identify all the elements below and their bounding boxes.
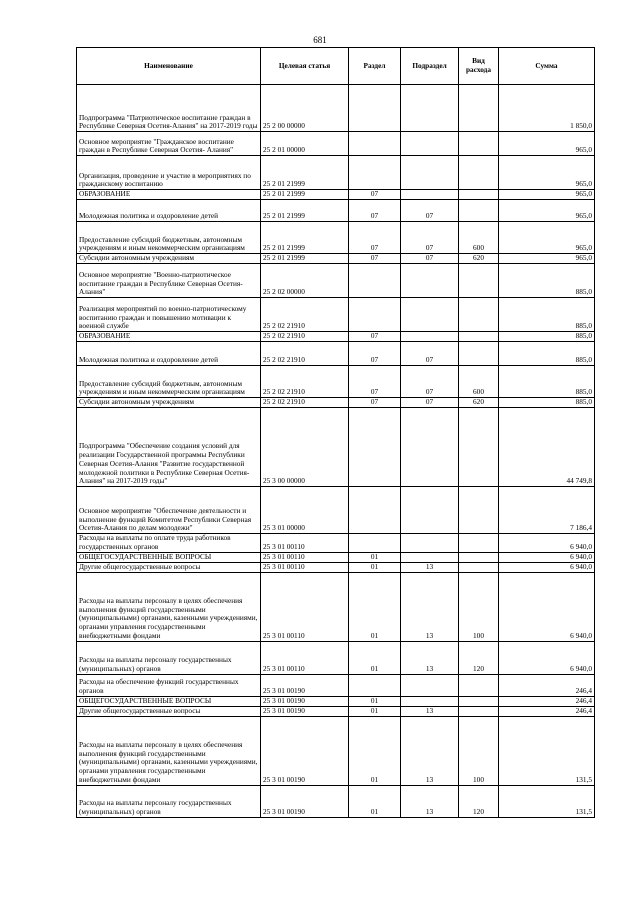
cell-subsection: 07 <box>401 342 459 366</box>
cell-target: 25 2 01 21999 <box>261 222 349 254</box>
cell-name: Предоставление субсидий бюджетным, автономным учреждениям и иным некоммерческим организациям <box>77 366 261 398</box>
cell-section <box>349 487 401 534</box>
cell-section: 07 <box>349 366 401 398</box>
cell-target: 25 3 00 00000 <box>261 408 349 487</box>
table-row <box>77 674 595 696</box>
budget-table <box>76 47 595 818</box>
cell-amount: 965,0 <box>499 200 595 222</box>
cell-subsection: 13 <box>401 562 459 572</box>
cell-section: 01 <box>349 641 401 674</box>
cell-expense-type <box>459 706 499 716</box>
table-row <box>77 85 595 132</box>
cell-amount: 885,0 <box>499 398 595 408</box>
cell-expense-type: 620 <box>459 254 499 264</box>
cell-expense-type: 120 <box>459 785 499 817</box>
cell-name: ОБРАЗОВАНИЕ <box>77 332 261 342</box>
cell-section: 07 <box>349 222 401 254</box>
cell-name: Молодежная политика и оздоровление детей <box>77 342 261 366</box>
cell-expense-type <box>459 85 499 132</box>
cell-target: 25 3 01 00190 <box>261 785 349 817</box>
cell-name: Подпрограмма "Обеспечение создания условий для реализации Государственной программы Республики Северная Осетия-Алания "Развитие государственной молодежной политики в Республике Северная Осетия-Алания" на 2017-2019 годы" <box>77 408 261 487</box>
cell-amount: 885,0 <box>499 298 595 332</box>
cell-name: Организация, проведение и участие в мероприятиях по гражданскому воспитанию <box>77 156 261 190</box>
cell-subsection <box>401 132 459 156</box>
cell-subsection <box>401 298 459 332</box>
cell-subsection: 07 <box>401 222 459 254</box>
table-row <box>77 190 595 200</box>
cell-amount: 885,0 <box>499 366 595 398</box>
cell-subsection: 07 <box>401 398 459 408</box>
table-row <box>77 534 595 553</box>
table-row <box>77 716 595 785</box>
cell-name: Расходы на выплаты по оплате труда работников государственных органов <box>77 534 261 553</box>
table-row <box>77 132 595 156</box>
table-row <box>77 572 595 641</box>
cell-subsection <box>401 696 459 706</box>
cell-section: 01 <box>349 552 401 562</box>
cell-amount: 246,4 <box>499 696 595 706</box>
cell-target: 25 3 01 00190 <box>261 696 349 706</box>
cell-subsection <box>401 487 459 534</box>
cell-expense-type <box>459 487 499 534</box>
cell-section: 01 <box>349 785 401 817</box>
cell-target: 25 2 02 00000 <box>261 264 349 298</box>
cell-amount: 1 850,0 <box>499 85 595 132</box>
cell-amount: 885,0 <box>499 342 595 366</box>
cell-section: 07 <box>349 254 401 264</box>
cell-section: 07 <box>349 398 401 408</box>
table-row <box>77 785 595 817</box>
cell-expense-type: 100 <box>459 716 499 785</box>
cell-target: 25 3 01 00000 <box>261 487 349 534</box>
cell-name: Расходы на выплаты персоналу государственных (муниципальных) органов <box>77 641 261 674</box>
table-header-row <box>77 48 595 85</box>
cell-subsection <box>401 190 459 200</box>
table-row <box>77 641 595 674</box>
cell-amount: 965,0 <box>499 132 595 156</box>
cell-section: 07 <box>349 200 401 222</box>
cell-subsection <box>401 85 459 132</box>
cell-expense-type: 620 <box>459 398 499 408</box>
cell-subsection: 13 <box>401 641 459 674</box>
cell-section <box>349 674 401 696</box>
cell-name: Расходы на выплаты персоналу в целях обеспечения выполнения функций государственными (муниципальными) органами, казенными учреждениями, органами управления государственными внебюджетными фондами <box>77 716 261 785</box>
cell-amount: 885,0 <box>499 332 595 342</box>
cell-name: Субсидии автономным учреждениям <box>77 254 261 264</box>
table-row <box>77 264 595 298</box>
cell-name: Молодежная политика и оздоровление детей <box>77 200 261 222</box>
cell-section: 07 <box>349 190 401 200</box>
header-section: Раздел <box>349 48 401 85</box>
cell-target: 25 3 01 00110 <box>261 562 349 572</box>
cell-amount: 885,0 <box>499 264 595 298</box>
cell-target: 25 3 01 00110 <box>261 641 349 674</box>
cell-amount: 246,4 <box>499 674 595 696</box>
cell-expense-type <box>459 132 499 156</box>
table-row <box>77 298 595 332</box>
cell-expense-type <box>459 408 499 487</box>
cell-amount: 131,5 <box>499 716 595 785</box>
cell-subsection <box>401 552 459 562</box>
cell-target: 25 3 01 00110 <box>261 552 349 562</box>
cell-expense-type <box>459 156 499 190</box>
cell-amount: 131,5 <box>499 785 595 817</box>
cell-section: 01 <box>349 572 401 641</box>
cell-subsection <box>401 534 459 553</box>
cell-expense-type <box>459 332 499 342</box>
table-row <box>77 366 595 398</box>
cell-name: Другие общегосударственные вопросы <box>77 706 261 716</box>
cell-expense-type: 600 <box>459 222 499 254</box>
header-target: Целевая статья <box>261 48 349 85</box>
cell-expense-type <box>459 534 499 553</box>
cell-name: Основное мероприятие "Обеспечение деятельности и выполнение функций Комитетом Республики Северная Осетия-Алания по делам молодежи" <box>77 487 261 534</box>
cell-subsection: 13 <box>401 785 459 817</box>
cell-section <box>349 132 401 156</box>
table-row <box>77 408 595 487</box>
table-row <box>77 332 595 342</box>
table-row <box>77 706 595 716</box>
cell-section <box>349 298 401 332</box>
cell-name: Предоставление субсидий бюджетным, автономным учреждениям и иным некоммерческим организациям <box>77 222 261 254</box>
cell-expense-type <box>459 342 499 366</box>
cell-target: 25 3 01 00190 <box>261 716 349 785</box>
cell-target: 25 2 01 21999 <box>261 156 349 190</box>
cell-target: 25 2 02 21910 <box>261 342 349 366</box>
cell-subsection <box>401 332 459 342</box>
cell-expense-type <box>459 562 499 572</box>
cell-section <box>349 408 401 487</box>
cell-expense-type <box>459 674 499 696</box>
cell-section <box>349 156 401 190</box>
cell-section: 01 <box>349 562 401 572</box>
cell-subsection: 07 <box>401 366 459 398</box>
cell-target: 25 2 02 21910 <box>261 366 349 398</box>
cell-target: 25 3 01 00190 <box>261 706 349 716</box>
cell-name: Расходы на обеспечение функций государственных органов <box>77 674 261 696</box>
cell-amount: 6 940,0 <box>499 641 595 674</box>
cell-subsection <box>401 156 459 190</box>
table-row <box>77 562 595 572</box>
cell-target: 25 2 02 21910 <box>261 398 349 408</box>
table-row <box>77 487 595 534</box>
cell-target: 25 2 02 21910 <box>261 298 349 332</box>
cell-target: 25 2 02 21910 <box>261 332 349 342</box>
cell-section: 07 <box>349 342 401 366</box>
cell-name: ОБЩЕГОСУДАРСТВЕННЫЕ ВОПРОСЫ <box>77 552 261 562</box>
cell-target: 25 2 00 00000 <box>261 85 349 132</box>
cell-name: Подпрограмма "Патриотическое воспитание граждан в Республике Северная Осетия-Алания" на 2017-2019 годы <box>77 85 261 132</box>
cell-name: Другие общегосударственные вопросы <box>77 562 261 572</box>
cell-name: Расходы на выплаты персоналу государственных (муниципальных) органов <box>77 785 261 817</box>
cell-amount: 246,4 <box>499 706 595 716</box>
header-amount: Сумма <box>499 48 595 85</box>
cell-subsection <box>401 408 459 487</box>
table-row <box>77 254 595 264</box>
table-row <box>77 552 595 562</box>
cell-target: 25 2 01 21999 <box>261 200 349 222</box>
cell-expense-type <box>459 264 499 298</box>
header-expense-type: Вид расхода <box>459 48 499 85</box>
cell-amount: 44 749,8 <box>499 408 595 487</box>
cell-amount: 965,0 <box>499 190 595 200</box>
page-number: 681 <box>313 35 327 45</box>
cell-target: 25 3 01 00190 <box>261 674 349 696</box>
cell-amount: 6 940,0 <box>499 552 595 562</box>
cell-amount: 6 940,0 <box>499 562 595 572</box>
cell-expense-type <box>459 200 499 222</box>
cell-expense-type <box>459 298 499 332</box>
table-row <box>77 200 595 222</box>
cell-amount: 6 940,0 <box>499 534 595 553</box>
cell-name: ОБРАЗОВАНИЕ <box>77 190 261 200</box>
table-row <box>77 342 595 366</box>
cell-subsection: 13 <box>401 716 459 785</box>
cell-target: 25 2 01 00000 <box>261 132 349 156</box>
cell-target: 25 2 01 21999 <box>261 190 349 200</box>
cell-target: 25 2 01 21999 <box>261 254 349 264</box>
cell-expense-type: 100 <box>459 572 499 641</box>
cell-section: 01 <box>349 706 401 716</box>
cell-expense-type: 600 <box>459 366 499 398</box>
header-subsection: Подраздел <box>401 48 459 85</box>
table-row <box>77 156 595 190</box>
cell-name: ОБЩЕГОСУДАРСТВЕННЫЕ ВОПРОСЫ <box>77 696 261 706</box>
cell-section <box>349 264 401 298</box>
cell-expense-type <box>459 696 499 706</box>
cell-section: 01 <box>349 716 401 785</box>
cell-amount: 965,0 <box>499 254 595 264</box>
cell-name: Основное мероприятие "Гражданское воспитание граждан в Республике Северная Осетия- Алания" <box>77 132 261 156</box>
cell-name: Основное мероприятие "Военно-патриотическое воспитание граждан в Республике Северная Осетия- Алания" <box>77 264 261 298</box>
cell-section <box>349 85 401 132</box>
table-row <box>77 398 595 408</box>
cell-subsection: 07 <box>401 200 459 222</box>
cell-name: Реализация мероприятий по военно-патриотическому воспитанию граждан и повышению мотивации к военной службе <box>77 298 261 332</box>
cell-subsection <box>401 674 459 696</box>
cell-subsection: 13 <box>401 706 459 716</box>
cell-subsection: 13 <box>401 572 459 641</box>
table-row <box>77 222 595 254</box>
cell-expense-type: 120 <box>459 641 499 674</box>
cell-section: 07 <box>349 332 401 342</box>
cell-expense-type <box>459 190 499 200</box>
cell-amount: 965,0 <box>499 222 595 254</box>
cell-expense-type <box>459 552 499 562</box>
cell-target: 25 3 01 00110 <box>261 534 349 553</box>
header-name: Наименование <box>77 48 261 85</box>
cell-amount: 7 186,4 <box>499 487 595 534</box>
table-row <box>77 696 595 706</box>
cell-subsection: 07 <box>401 254 459 264</box>
cell-section <box>349 534 401 553</box>
cell-amount: 965,0 <box>499 156 595 190</box>
cell-amount: 6 940,0 <box>499 572 595 641</box>
cell-name: Расходы на выплаты персоналу в целях обеспечения выполнения функций государственными (муниципальными) органами, казенными учреждениями, органами управления государственными внебюджетными фондами <box>77 572 261 641</box>
cell-subsection <box>401 264 459 298</box>
cell-name: Субсидии автономным учреждениям <box>77 398 261 408</box>
cell-target: 25 3 01 00110 <box>261 572 349 641</box>
cell-section: 01 <box>349 696 401 706</box>
